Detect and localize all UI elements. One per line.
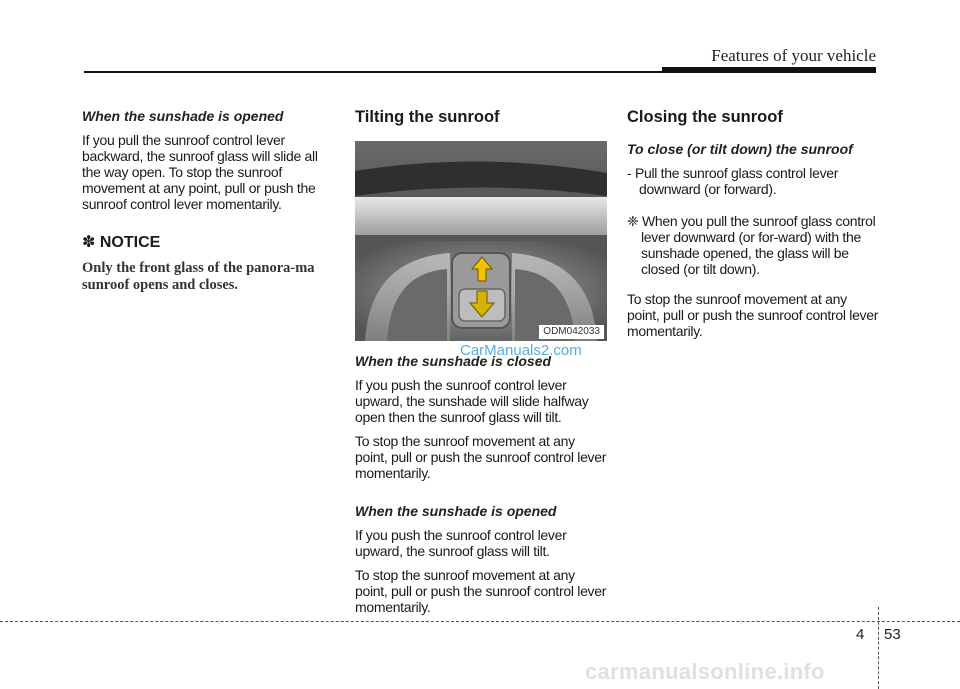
image-code: ODM042033 — [539, 325, 604, 339]
column-middle — [355, 108, 607, 623]
header-rule — [84, 71, 662, 73]
page-number: 53 — [884, 626, 901, 643]
sunshade-opened-subheading-2: When the sunshade is opened — [355, 503, 557, 519]
notice-text: Only the front glass of the panora-ma sunroof opens and closes. — [82, 260, 315, 293]
tilt-closed-paragraph-1: If you push the sunroof control lever upward, the sunshade will slide halfway open then the sunroof glass will tilt. — [355, 377, 589, 425]
header-title: Features of your vehicle — [711, 46, 876, 65]
column-left — [82, 108, 332, 294]
watermark: CarManuals2.com — [460, 342, 582, 359]
closing-note: ❈ When you pull the sunroof glass control lever downward (or for-ward) with the sunshade opened, the glass will be closed (or tilt down). — [627, 213, 876, 277]
sunshade-opened-subheading: When the sunshade is opened — [82, 108, 284, 124]
closing-subheading: To close (or tilt down) the sunroof — [627, 141, 853, 157]
tilting-heading: Tilting the sunroof — [355, 108, 500, 126]
tilt-opened-paragraph-2: To stop the sunroof movement at any point, pull or push the sunroof control lever momentarily. — [355, 567, 607, 615]
closing-paragraph: To stop the sunroof movement at any point, pull or push the sunroof control lever momentarily. — [627, 291, 879, 339]
footer-rule — [0, 621, 960, 622]
sunshade-opened-paragraph: If you pull the sunroof control lever backward, the sunroof glass will slide all the way open. To stop the sunroof movement at any point, pull or push the sunroof control lever momentarily. — [82, 132, 318, 212]
column-right — [627, 108, 880, 347]
tilt-opened-paragraph-1: If you push the sunroof control lever upward, the sunroof glass will tilt. — [355, 527, 567, 559]
chapter-number: 4 — [856, 626, 865, 643]
tilt-closed-paragraph-2: To stop the sunroof movement at any point, pull or push the sunroof control lever momentarily. — [355, 433, 607, 481]
footer-divider — [878, 607, 879, 689]
notice-heading: ✽ NOTICE — [82, 234, 161, 251]
site-footer: carmanualsonline.info — [585, 659, 825, 684]
sunroof-control-photo — [355, 141, 607, 341]
header-rule-accent — [662, 67, 876, 73]
closing-bullet: - Pull the sunroof glass control lever downward (or forward). — [627, 165, 839, 197]
sunshade-closed-subheading: When the sunshade is closed — [355, 353, 552, 369]
closing-heading: Closing the sunroof — [627, 108, 783, 126]
